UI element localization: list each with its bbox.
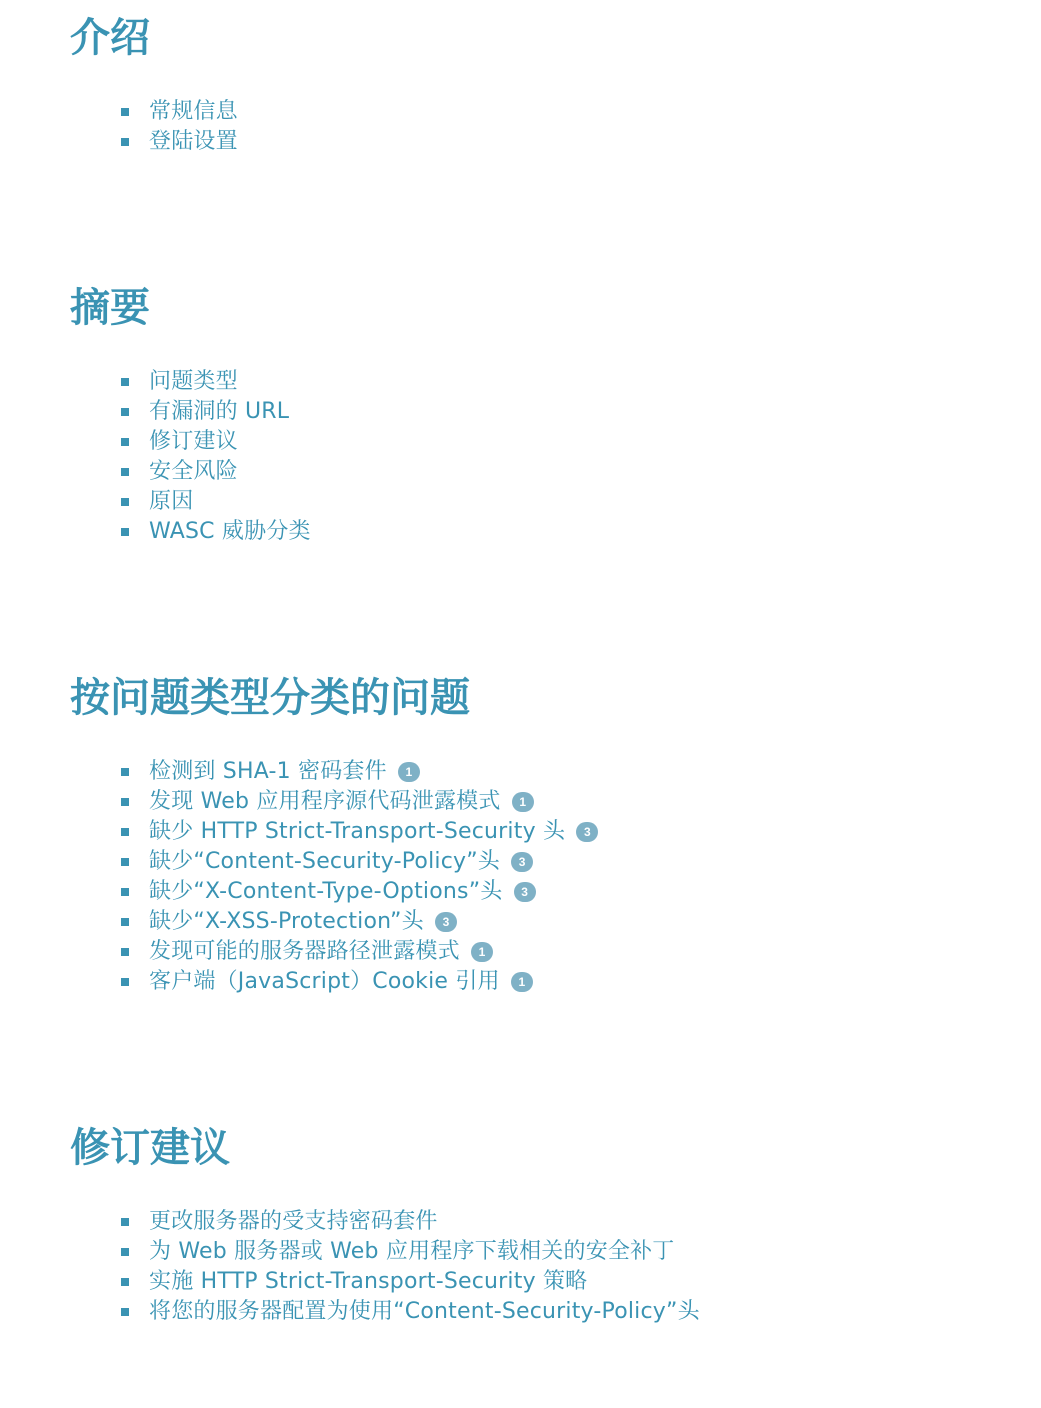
list-item xyxy=(120,967,598,997)
square-bullet-icon xyxy=(121,438,129,446)
toc-link[interactable]: WASC 威胁分类 xyxy=(149,519,311,544)
toc-link[interactable]: 检测到 SHA-1 密码套件 xyxy=(149,759,387,784)
square-bullet-icon xyxy=(121,1248,129,1256)
list-item xyxy=(120,427,311,457)
square-bullet-icon xyxy=(121,828,129,836)
list-item xyxy=(120,457,311,487)
square-bullet-icon xyxy=(121,528,129,536)
square-bullet-icon xyxy=(121,918,129,926)
square-bullet-icon xyxy=(121,888,129,896)
issue-count-badge: 3 xyxy=(435,912,457,932)
list-item xyxy=(120,1297,700,1327)
list-item xyxy=(120,907,598,937)
square-bullet-icon xyxy=(121,768,129,776)
square-bullet-icon xyxy=(121,468,129,476)
toc-link[interactable]: 将您的服务器配置为使用“Content-Security-Policy”头 xyxy=(149,1299,700,1324)
toc-link[interactable]: 客户端（JavaScript）Cookie 引用 xyxy=(149,969,500,994)
list-item xyxy=(120,847,598,877)
square-bullet-icon xyxy=(121,498,129,506)
section-title: 按问题类型分类的问题 xyxy=(70,674,470,721)
toc-list xyxy=(120,97,238,157)
issue-count-badge: 1 xyxy=(471,942,493,962)
toc-link[interactable]: 缺少“Content-Security-Policy”头 xyxy=(149,849,501,874)
issue-count-badge: 1 xyxy=(512,792,534,812)
list-item xyxy=(120,937,598,967)
toc-link[interactable]: 更改服务器的受支持密码套件 xyxy=(149,1209,438,1234)
toc-link[interactable]: 缺少 HTTP Strict-Transport-Security 头 xyxy=(149,819,566,844)
list-item xyxy=(120,517,311,547)
list-item xyxy=(120,1267,700,1297)
square-bullet-icon xyxy=(121,858,129,866)
section-title: 介绍 xyxy=(70,14,150,61)
toc-link[interactable]: 发现可能的服务器路径泄露模式 xyxy=(149,939,460,964)
square-bullet-icon xyxy=(121,978,129,986)
list-item xyxy=(120,367,311,397)
toc-link[interactable]: 实施 HTTP Strict-Transport-Security 策略 xyxy=(149,1269,588,1294)
issue-count-badge: 3 xyxy=(576,822,598,842)
square-bullet-icon xyxy=(121,798,129,806)
issue-count-badge: 1 xyxy=(398,762,420,782)
toc-link[interactable]: 安全风险 xyxy=(149,459,238,484)
toc-list xyxy=(120,757,598,997)
square-bullet-icon xyxy=(121,408,129,416)
square-bullet-icon xyxy=(121,1218,129,1226)
toc-link[interactable]: 缺少“X-Content-Type-Options”头 xyxy=(149,879,503,904)
section-title: 摘要 xyxy=(70,284,150,331)
toc-link[interactable]: 缺少“X-XSS-Protection”头 xyxy=(149,909,424,934)
toc-link[interactable]: 为 Web 服务器或 Web 应用程序下载相关的安全补丁 xyxy=(149,1239,675,1264)
issue-count-badge: 3 xyxy=(511,852,533,872)
square-bullet-icon xyxy=(121,378,129,386)
square-bullet-icon xyxy=(121,138,129,146)
square-bullet-icon xyxy=(121,1278,129,1286)
toc-link[interactable]: 登陆设置 xyxy=(149,129,238,154)
list-item xyxy=(120,487,311,517)
section-title: 修订建议 xyxy=(70,1124,230,1171)
toc-link[interactable]: 常规信息 xyxy=(149,99,238,124)
square-bullet-icon xyxy=(121,108,129,116)
toc-link[interactable]: 问题类型 xyxy=(149,369,238,394)
toc-list xyxy=(120,367,311,547)
list-item xyxy=(120,817,598,847)
square-bullet-icon xyxy=(121,1308,129,1316)
toc-link[interactable]: 修订建议 xyxy=(149,429,238,454)
list-item xyxy=(120,877,598,907)
list-item xyxy=(120,127,238,157)
issue-count-badge: 3 xyxy=(514,882,536,902)
square-bullet-icon xyxy=(121,948,129,956)
issue-count-badge: 1 xyxy=(511,972,533,992)
toc-link[interactable]: 发现 Web 应用程序源代码泄露模式 xyxy=(149,789,501,814)
list-item xyxy=(120,1237,700,1267)
toc-link[interactable]: 有漏洞的 URL xyxy=(149,399,290,424)
list-item xyxy=(120,787,598,817)
toc-link[interactable]: 原因 xyxy=(149,489,194,514)
list-item xyxy=(120,757,598,787)
toc-list xyxy=(120,1207,700,1327)
list-item xyxy=(120,1207,700,1237)
list-item xyxy=(120,97,238,127)
list-item xyxy=(120,397,311,427)
